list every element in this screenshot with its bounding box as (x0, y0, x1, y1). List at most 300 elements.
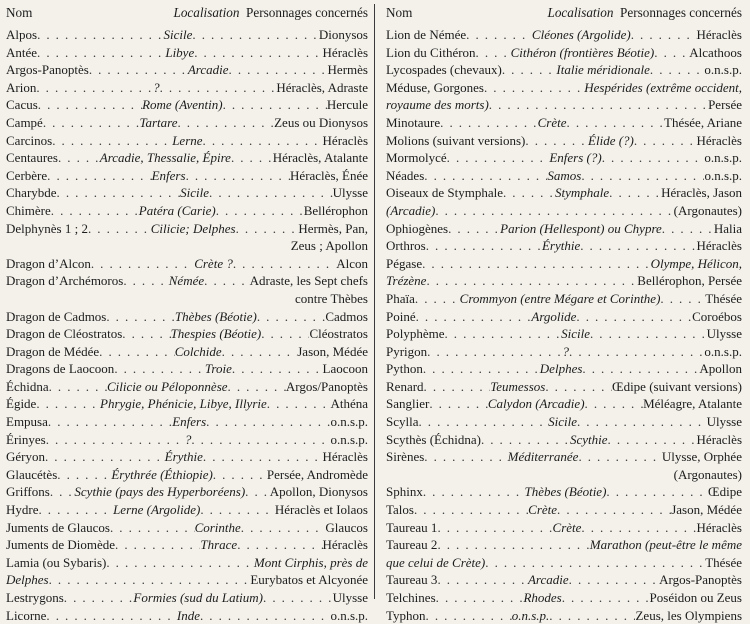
table-row (386, 255, 742, 290)
table-row (6, 114, 368, 132)
entry-line (386, 519, 742, 537)
entry-name: Argos-Panoptès (6, 62, 89, 78)
entry-personnages: Halia (713, 220, 742, 236)
entry-localisation: Libye (165, 44, 195, 60)
entry-line (6, 395, 368, 413)
dot-leader (448, 220, 500, 238)
table-row (6, 343, 368, 361)
entry-personnages-cont: Persée (708, 97, 742, 113)
dot-leader (437, 519, 552, 537)
entry-continuation (6, 237, 368, 255)
entry-name: Mormolycé (386, 150, 447, 166)
entry-personnages: Hercule (326, 97, 368, 113)
dot-leader (203, 448, 323, 466)
entry-personnages: Ulysse, Orphée (661, 449, 742, 465)
entry-line (6, 325, 368, 343)
entry-line (386, 413, 742, 431)
entry-personnages: Dionysos (318, 27, 368, 42)
entry-name: Talos (386, 502, 414, 518)
dot-leader (424, 167, 547, 185)
dot-leader (45, 448, 165, 466)
entry-localisation-cont: Delphes (6, 572, 49, 588)
entry-localisation: Crète (537, 114, 567, 130)
entry-line (386, 483, 742, 501)
entry-localisation: Thespies (Béotie) (170, 326, 262, 342)
dot-leader (654, 44, 689, 62)
dot-leader (631, 26, 697, 44)
entry-personnages: Héraclès, Adraste (276, 79, 368, 95)
entry-localisation-cont: royaume des morts) (386, 97, 489, 113)
dot-leader (57, 184, 181, 202)
entry-localisation: Cithéron (frontières Béotie) (510, 44, 655, 60)
entry-localisation: Rome (Aventin) (142, 97, 223, 113)
entry-localisation: Sicile (561, 326, 590, 342)
entry-personnages: Apollon (699, 361, 742, 377)
entry-name: Scylla (386, 414, 419, 430)
entry-line (6, 272, 368, 290)
entry-name: Telchines (386, 590, 436, 605)
dot-leader (422, 255, 651, 273)
entry-personnages-cont: (Argonautes) (673, 466, 742, 482)
dot-leader (419, 413, 549, 431)
table-row (386, 237, 742, 255)
entry-personnages-cont: contre Thèbes (294, 290, 368, 306)
entry-line (386, 343, 742, 361)
entry-line (6, 308, 368, 326)
table-row (386, 26, 742, 44)
entry-localisation: Italie méridionale (556, 62, 650, 78)
entry-personnages: Poséidon ou Zeus (649, 590, 742, 605)
entry-personnages: Héraclès (322, 132, 368, 148)
entry-line (386, 431, 742, 449)
right-entries (386, 26, 742, 624)
dot-leader (427, 343, 562, 361)
entry-name: Carcinos (6, 132, 53, 148)
dot-leader (91, 255, 194, 273)
dot-leader (46, 607, 176, 624)
table-row (6, 466, 368, 484)
entry-name: Lycospades (chevaux) (386, 62, 502, 78)
entry-personnages: o.n.s.p. (704, 62, 742, 78)
dot-leader (576, 308, 692, 326)
entry-line (6, 431, 368, 449)
entry-personnages: Héraclès (696, 431, 742, 447)
entry-name: Cerbère (6, 167, 48, 183)
entry-localisation: Thèbes (Béotie) (524, 484, 607, 500)
entry-personnages: Jason, Médée (297, 343, 368, 359)
entry-line (6, 26, 368, 44)
entry-name: Delphynès 1 ; 2 (6, 220, 88, 236)
entry-localisation: Sicile (163, 27, 193, 42)
table-row (6, 255, 368, 273)
dot-leader (209, 184, 333, 202)
dot-leader (58, 149, 100, 167)
entry-personnages: Hermès, Pan, (298, 220, 368, 236)
entry-name: Taureau 1 (386, 519, 438, 535)
dot-leader (231, 149, 273, 167)
entry-personnages: o.n.s.p. (330, 607, 368, 623)
entry-name: Arion (6, 79, 37, 95)
entry-localisation: Colchide (174, 343, 222, 359)
entry-personnages: Hermès (327, 62, 368, 78)
table-row (6, 132, 368, 150)
entry-localisation: Érythie (541, 238, 581, 254)
header-nom: Nom (6, 5, 33, 20)
entry-line (386, 44, 742, 62)
table-row (386, 114, 742, 132)
dot-leader (88, 220, 151, 238)
dot-leader (606, 483, 708, 501)
dot-leader (47, 167, 151, 185)
dot-leader (569, 343, 704, 361)
entry-line (386, 360, 742, 378)
table-row (6, 589, 368, 607)
entry-line (6, 554, 368, 572)
dot-leader (423, 483, 525, 501)
entry-localisation-cont: que celui de Crète) (386, 554, 486, 570)
entry-personnages: o.n.s.p. (330, 414, 368, 430)
entry-personnages: o.n.s.p. (704, 167, 742, 183)
entry-localisation: ? (562, 343, 570, 359)
table-row (386, 220, 742, 238)
dot-leader (241, 519, 326, 537)
entry-continuation (6, 290, 368, 308)
entry-name: Pégase (386, 255, 423, 271)
dot-leader (233, 255, 336, 273)
header-localisation: Localisation (547, 5, 614, 20)
entry-line (6, 413, 368, 431)
entry-localisation: Lerne (172, 132, 203, 148)
entry-line (6, 483, 368, 501)
entry-localisation: Phrygie, Phénicie, Libye, Illyrie (100, 396, 267, 412)
dot-leader (36, 79, 153, 97)
entry-personnages: Zeus, les Olympiens (635, 607, 742, 623)
table-row (386, 589, 742, 607)
entry-name: Antée (6, 44, 38, 60)
entry-line (386, 536, 742, 554)
entry-name: Molions (suivant versions) (386, 132, 526, 148)
entry-name: Orthros (386, 238, 426, 254)
dot-leader (263, 589, 333, 607)
entry-name: Lion du Cithéron (386, 44, 476, 60)
entry-name: Sirènes (386, 449, 425, 465)
entry-name: Pyrigon (386, 343, 428, 359)
entry-name: Néades (386, 167, 425, 183)
dot-leader (38, 96, 142, 114)
entry-personnages: Héraclès, Jason (661, 185, 742, 201)
entry-personnages: Ulysse (332, 590, 368, 605)
dot-leader (178, 114, 275, 132)
entry-personnages: Héraclès (696, 132, 742, 148)
dot-leader (549, 607, 635, 624)
entry-localisation: Samos (547, 167, 582, 183)
dot-leader (481, 431, 570, 449)
dot-leader (562, 589, 650, 607)
entry-line (6, 202, 368, 220)
entry-line (6, 220, 368, 238)
dot-leader (489, 96, 708, 114)
entry-personnages: o.n.s.p. (704, 150, 742, 166)
entry-personnages: Ulysse (706, 414, 742, 430)
table-row (386, 360, 742, 378)
entry-personnages: Persée, Andromède (266, 466, 368, 482)
table-row (6, 607, 368, 624)
entry-name: Centaures (6, 150, 58, 166)
entry-personnages-cont: Thésée (705, 554, 742, 570)
entry-personnages-cont: Zeus ; Apollon (290, 238, 368, 254)
entry-localisation: Marathon (peut-être le même (589, 537, 742, 553)
entry-localisation: Calydon (Arcadie) (487, 396, 585, 412)
entry-personnages: Argos/Panoptès (285, 378, 368, 394)
entry-name: Empusa (6, 414, 48, 430)
table-row (6, 413, 368, 431)
entry-name: Minotaure (386, 114, 441, 130)
entry-continuation (386, 554, 742, 572)
entry-localisation: ? (153, 79, 160, 95)
entry-personnages: Héraclès (696, 238, 742, 254)
entry-localisation: Arcadie (527, 572, 569, 588)
table-row (386, 167, 742, 185)
table-row (6, 272, 368, 307)
entry-name: Échidna (6, 378, 49, 394)
table-row (386, 431, 742, 449)
entry-personnages: Coroébos (692, 308, 742, 324)
dot-leader (429, 395, 488, 413)
entry-line (386, 132, 742, 150)
entry-continuation (6, 571, 368, 589)
dot-leader (200, 501, 275, 519)
entry-line (386, 325, 742, 343)
dot-leader (49, 378, 107, 396)
entry-name: Glaucétès (6, 466, 58, 482)
header-personnages: Personnages concernés (620, 5, 742, 20)
entry-personnages: o.n.s.p. (330, 431, 368, 447)
dot-leader (485, 554, 705, 572)
entry-line (386, 290, 742, 308)
table-row (6, 554, 368, 589)
entry-personnages: Héraclès (322, 449, 368, 465)
dot-leader (206, 413, 330, 431)
table-row (386, 184, 742, 219)
entry-localisation: Teumessos (490, 378, 546, 394)
table-row (386, 536, 742, 571)
dot-leader (37, 26, 163, 44)
entry-line (6, 448, 368, 466)
entry-line (6, 184, 368, 202)
table-row (386, 44, 742, 62)
entry-localisation: Crommyon (entre Mégare et Corinthe) (459, 290, 661, 306)
table-row (386, 343, 742, 361)
entry-line (386, 149, 742, 167)
entry-line (386, 61, 742, 79)
entry-line (6, 96, 368, 114)
dot-leader (426, 272, 637, 290)
entry-personnages: Argos-Panoptès (659, 572, 742, 588)
entry-localisation: Arcadie (187, 62, 229, 78)
entry-localisation: Corinthe (194, 519, 241, 535)
dot-leader (435, 202, 673, 220)
entry-localisation: Lerne (Argolide) (113, 502, 201, 518)
entry-localisation: ? (184, 431, 192, 447)
entry-line (386, 237, 742, 255)
entry-localisation: Cléones (Argolide) (531, 27, 631, 42)
entry-continuation (386, 272, 742, 290)
table-row (6, 360, 368, 378)
entry-name: Dragons de Laocoon (6, 361, 115, 377)
dot-leader (229, 61, 328, 79)
entry-localisation: Scythie (pays des Hyperboréens) (74, 484, 246, 500)
dot-leader (223, 96, 327, 114)
entry-name: Dragon de Cadmos (6, 308, 107, 324)
dot-leader (581, 519, 696, 537)
entry-name: Dragon de Cléostratos (6, 326, 123, 342)
entry-localisation: Méditerranée (507, 449, 579, 465)
dot-leader (484, 79, 584, 97)
dot-leader (590, 325, 707, 343)
entry-name: Cacus (6, 97, 38, 113)
entry-line (6, 501, 368, 519)
dot-leader (115, 536, 200, 554)
table-row (386, 607, 742, 624)
entry-localisation: Troie (204, 361, 232, 377)
table-row (6, 61, 368, 79)
entry-localisation: Formies (sud du Latium) (133, 590, 264, 605)
dot-leader (106, 308, 175, 326)
entry-line (6, 536, 368, 554)
entry-personnages: Thésée (705, 290, 742, 306)
entry-localisation: Mont Cirphis, près de (253, 554, 368, 570)
entry-name: Licorne (6, 607, 47, 623)
entry-name: Sphinx (386, 484, 423, 500)
entry-name: Juments de Diomède (6, 537, 116, 553)
table-row (386, 378, 742, 396)
entry-localisation: Érythrée (Éthiopie) (111, 466, 213, 482)
entry-localisation: Crète (528, 502, 558, 518)
table-row (6, 395, 368, 413)
entry-personnages-cont: Eurybatos et Alcyonée (250, 572, 368, 588)
entry-localisation-cont: (Arcadie) (386, 202, 436, 218)
dot-leader (424, 378, 491, 396)
entry-line (386, 378, 742, 396)
dot-leader (194, 44, 322, 62)
entry-name: Dragon de Médée (6, 343, 100, 359)
entry-personnages: Zeus ou Dionysos (274, 114, 368, 130)
entry-line (6, 79, 368, 97)
entry-personnages: Ulysse (332, 185, 368, 201)
entry-name: Charybde (6, 185, 57, 201)
table-row (6, 184, 368, 202)
entry-personnages: Ulysse (706, 326, 742, 342)
entry-localisation: Crète (552, 519, 582, 535)
dot-leader (257, 308, 326, 326)
dot-leader (476, 44, 511, 62)
entry-line (6, 255, 368, 273)
entry-line (386, 26, 742, 44)
entry-personnages: Laocoon (322, 361, 368, 377)
entry-personnages-cont: Bellérophon, Persée (637, 273, 742, 289)
entry-personnages: o.n.s.p. (704, 343, 742, 359)
table-row (6, 536, 368, 554)
dot-leader (37, 44, 165, 62)
dot-leader (650, 61, 705, 79)
dot-leader (267, 395, 331, 413)
dot-leader (581, 167, 704, 185)
entry-name: Polyphème (386, 326, 445, 342)
dot-leader (436, 589, 524, 607)
entry-personnages: Héraclès, Atalante (272, 150, 368, 166)
dot-leader (186, 167, 290, 185)
entry-localisation: Stymphale (554, 185, 610, 201)
header-personnages: Personnages concernés (246, 5, 368, 20)
entry-localisation: Hespérides (extrême occident, (584, 79, 742, 95)
entry-name: Lion de Némée (386, 27, 467, 42)
dot-leader (261, 325, 309, 343)
entry-line (386, 589, 742, 607)
dot-leader (213, 466, 267, 484)
entry-personnages: Héraclès (322, 44, 368, 60)
dot-leader (160, 79, 277, 97)
entry-line (6, 61, 368, 79)
left-entries (6, 26, 368, 624)
dot-leader (466, 26, 532, 44)
dot-leader (545, 378, 612, 396)
entry-name: Scythès (Échidna) (386, 431, 481, 447)
entry-personnages: Œdipe (708, 484, 742, 500)
table-row (386, 61, 742, 79)
entry-personnages: Adraste, les Sept chefs (249, 273, 368, 289)
dot-leader (51, 202, 139, 220)
entry-name: Python (386, 361, 423, 377)
left-column (0, 0, 375, 623)
entry-localisation: Cilicie ou Péloponnèse (106, 378, 228, 394)
entry-line (6, 167, 368, 185)
dot-leader (503, 184, 555, 202)
entry-line (386, 448, 742, 466)
dot-leader (236, 220, 299, 238)
entry-line (386, 79, 742, 97)
dot-leader (64, 589, 134, 607)
dot-leader (46, 431, 185, 449)
entry-name: Typhon (386, 607, 426, 623)
table-row (6, 26, 368, 44)
table-row (6, 378, 368, 396)
entry-localisation: Sicile (548, 414, 577, 430)
entry-personnages-cont: (Argonautes) (673, 202, 742, 218)
entry-name: Dragon d’Archémoros (6, 273, 124, 289)
table-row (6, 308, 368, 326)
entry-line (386, 395, 742, 413)
table-row (386, 448, 742, 483)
entry-personnages: Héraclès et Iolaos (274, 502, 368, 518)
table-row (386, 395, 742, 413)
entry-name: Dragon d’Alcon (6, 255, 91, 271)
entry-localisation: Thèbes (Béotie) (174, 308, 257, 324)
entry-line (6, 607, 368, 624)
entry-localisation: Cilicie; Delphes (150, 220, 236, 236)
entry-localisation-cont: Trézène (386, 273, 427, 289)
table-row (6, 167, 368, 185)
dot-leader (502, 61, 557, 79)
entry-personnages: Héraclès (696, 519, 742, 535)
entry-localisation: Némée (168, 273, 205, 289)
entry-localisation: Arcadie, Thessalie, Épire (99, 150, 231, 166)
entry-line (386, 220, 742, 238)
entry-personnages: Alcon (336, 255, 368, 271)
table-row (386, 483, 742, 501)
dot-leader (192, 26, 318, 44)
dot-leader (89, 61, 188, 79)
table-row (386, 501, 742, 519)
